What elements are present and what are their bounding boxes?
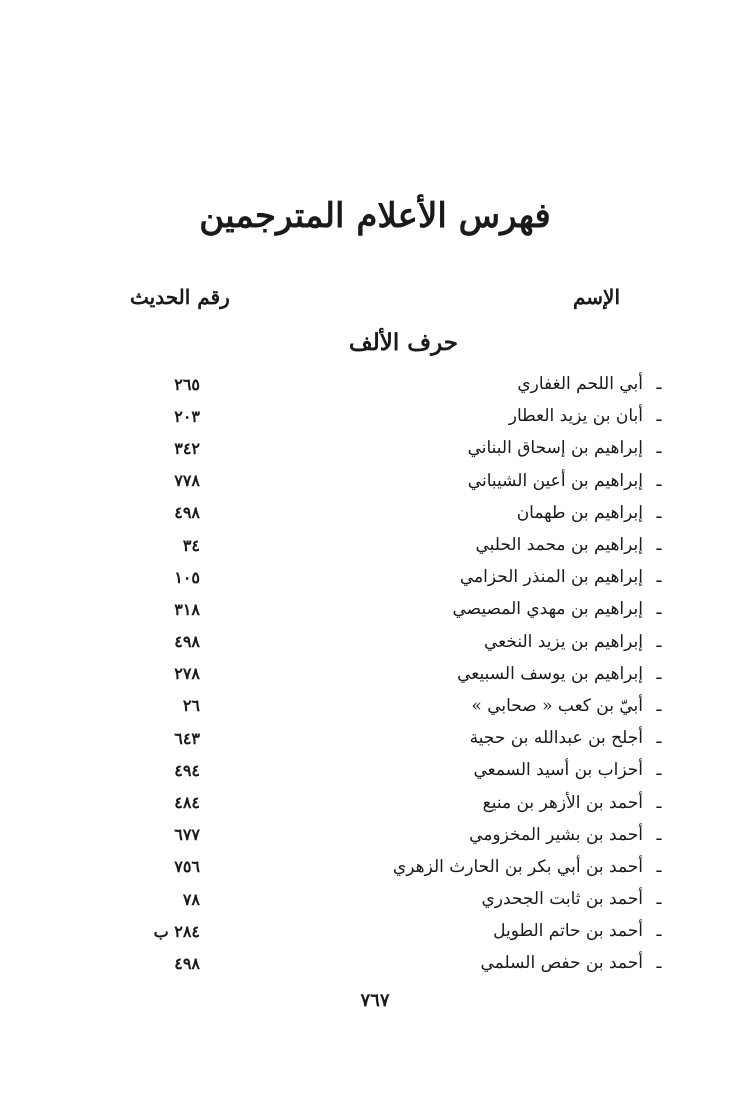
entry-name: أحمد بن حاتم الطويل [493,921,643,942]
dash-marker: ـ [656,728,662,749]
dash-marker: ـ [656,631,662,652]
entry-name: أحمد بن بشير المخزومي [469,824,643,845]
entry-name: أبان بن يزيد العطار [508,406,643,427]
list-item [130,883,665,915]
entry-number: ٤٩٨ [174,632,200,652]
entry-number: ٧٥٦ [174,857,200,877]
dash-marker: ـ [656,953,662,974]
entry-name: أحمد بن الأزهر بن منيع [482,792,643,813]
list-item [130,465,665,497]
entry-number: ١٠٥ [174,567,200,587]
entry-number: ٤٩٨ [174,503,200,523]
entry-number: ٧٧٨ [174,471,200,491]
list-item [130,819,665,851]
dash-marker: ـ [656,374,662,395]
entry-name: إبراهيم بن إسحاق البناني [467,438,643,459]
entry-name: إبراهيم بن المنذر الحزامي [459,567,643,588]
list-item [130,593,665,625]
list-item [130,368,665,400]
entry-number: ٢٧٨ [174,664,200,684]
dash-marker: ـ [656,599,662,620]
list-item [130,915,665,947]
page-title: فهرس الأعلام المترجمين [199,196,551,236]
entry-name: إبراهيم بن أعين الشيباني [467,470,643,491]
entry-name: إبراهيم بن يزيد النخعي [484,631,643,652]
entry-name: أحمد بن ثابت الجحدري [481,889,643,910]
column-header-number: رقم الحديث [130,285,230,309]
list-item [130,658,665,690]
dash-marker: ـ [656,792,662,813]
entry-name: أحزاب بن أسيد السمعي [473,760,643,781]
entry-number: ٣١٨ [174,599,200,619]
entry-name: إبراهيم بن محمد الحلبي [475,535,643,556]
entry-number: ٢٦٥ [174,374,200,394]
entry-number: ٤٩٨ [174,953,200,973]
entry-number: ٢٦ [182,696,200,716]
list-item [130,754,665,786]
entry-number: ٧٨ [182,889,200,909]
entry-number: ٣٤ [182,535,200,555]
dash-marker: ـ [656,889,662,910]
dash-marker: ـ [656,535,662,556]
page-number: ٧٦٧ [360,990,390,1011]
entry-name: أبي اللحم الغفاري [517,374,643,395]
column-header-name: الإسم [572,285,620,309]
entries-list [130,368,665,980]
dash-marker: ـ [656,663,662,684]
entry-number: ٤٩٤ [174,760,200,780]
list-item [130,400,665,432]
entry-number: ٤٨٤ [174,793,200,813]
list-item [130,529,665,561]
entry-name: أحمد بن حفص السلمي [480,953,643,974]
list-item [130,432,665,464]
dash-marker: ـ [656,824,662,845]
list-item [130,497,665,529]
entry-number: ٣٤٢ [174,438,200,458]
list-item [130,690,665,722]
dash-marker: ـ [656,406,662,427]
list-item [130,722,665,754]
dash-marker: ـ [656,921,662,942]
entry-number: ٦٧٧ [174,825,200,845]
entry-name: أبيّ بن كعب « صحابي » [471,695,643,716]
list-item [130,561,665,593]
section-title: حرف الألف [348,329,458,356]
entry-number: ٢٨٤ ب [153,921,200,941]
entry-number: ٢٠٣ [174,406,200,426]
entry-name: إبراهيم بن مهدي المصيصي [452,599,643,620]
dash-marker: ـ [656,438,662,459]
dash-marker: ـ [656,567,662,588]
list-item [130,626,665,658]
list-item [130,947,665,979]
dash-marker: ـ [656,470,662,491]
entry-number: ٦٤٣ [174,728,200,748]
entry-name: أجلح بن عبدالله بن حجية [469,728,643,749]
dash-marker: ـ [656,856,662,877]
dash-marker: ـ [656,502,662,523]
entry-name: إبراهيم بن يوسف السبيعي [457,663,643,684]
entry-name: إبراهيم بن طهمان [516,502,643,523]
dash-marker: ـ [656,695,662,716]
dash-marker: ـ [656,760,662,781]
list-item [130,851,665,883]
list-item [130,786,665,818]
entry-name: أحمد بن أبي بكر بن الحارث الزهري [392,856,643,877]
